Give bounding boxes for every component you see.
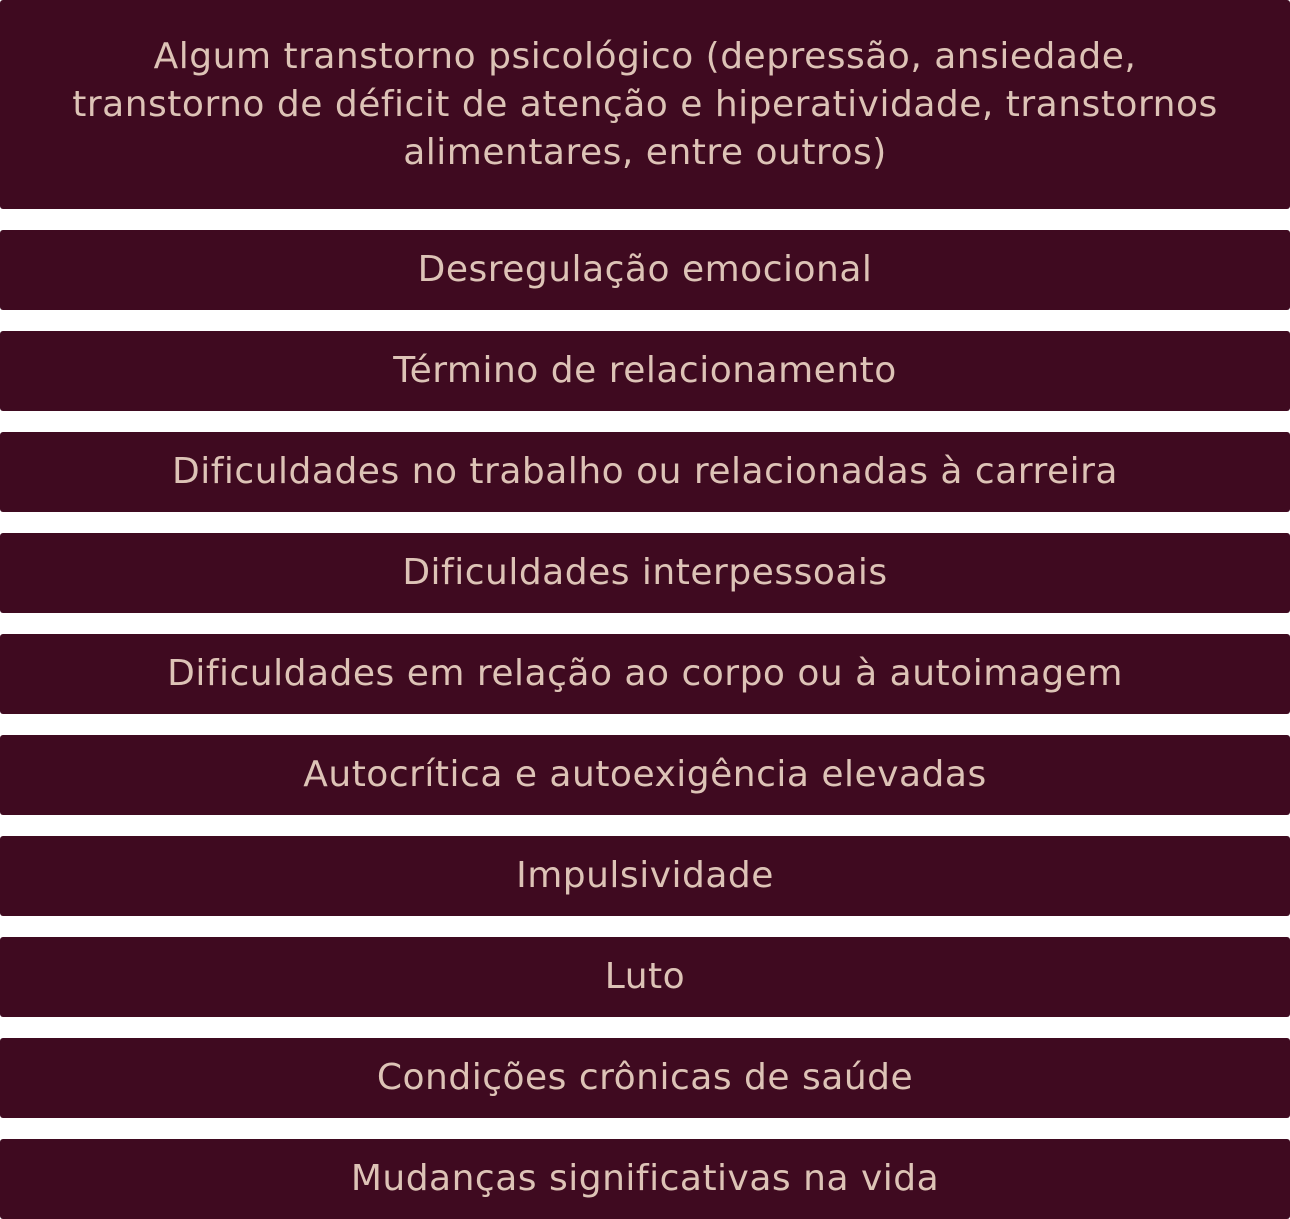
list-item-label: Dificuldades em relação ao corpo ou à autoimagem (167, 653, 1123, 694)
list-item-label: Desregulação emocional (417, 249, 873, 290)
list-item-label: Dificuldades no trabalho ou relacionadas à carreira (172, 451, 1118, 492)
list-item (0, 634, 1290, 714)
list-item (0, 230, 1290, 310)
list-item-label: Autocrítica e autoexigência elevadas (303, 754, 987, 795)
list-item (0, 836, 1290, 916)
list-item-label: Luto (604, 956, 686, 997)
list-item-label: Dificuldades interpessoais (402, 552, 888, 593)
list-item (0, 1139, 1290, 1219)
list-item (0, 735, 1290, 815)
list-item (0, 432, 1290, 512)
list-item-label: Impulsividade (516, 855, 774, 896)
list-item-label: Mudanças significativas na vida (350, 1158, 940, 1199)
list-item-label: Condições crônicas de saúde (376, 1057, 914, 1098)
list-item (0, 533, 1290, 613)
list-item (0, 1038, 1290, 1118)
list-item (0, 331, 1290, 411)
list-item-label: Algum transtorno psicológico (depressão, ansiedade, transtorno de déficit de atenção e hiperatividade, transtornos alimentares, entre outros) (72, 35, 1218, 173)
list-item (0, 937, 1290, 1017)
list-item-label: Término de relacionamento (393, 350, 897, 391)
list-item (0, 0, 1290, 209)
